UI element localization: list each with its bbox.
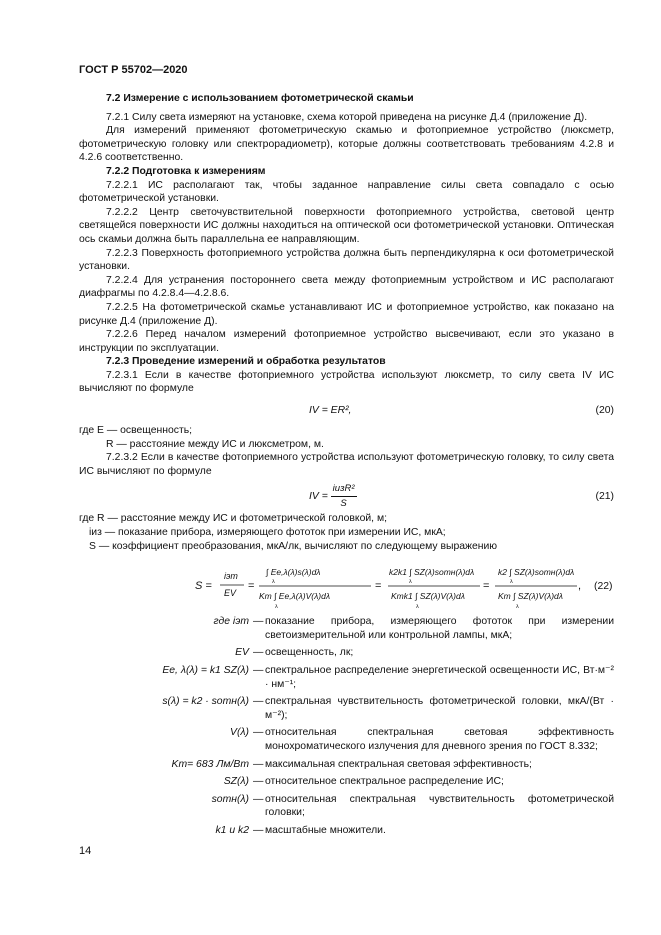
definition-symbol: Ee, λ(λ) = k1 SZ(λ) (162, 665, 249, 676)
eq22-eq-1: = (248, 580, 255, 593)
definition-text: спектральное распределение энергетической освещенности ИС, Вт·м⁻² · нм⁻¹; (265, 665, 614, 690)
eq22-f4-den: Km ∫ SZ(λ)V(λ)dλ (498, 591, 563, 602)
definition-symbol: SZ(λ) (223, 776, 249, 788)
equation-22-svg (79, 559, 614, 611)
definition-text: максимальная спектральная световая эффективность; (265, 758, 532, 770)
equation-21-numerator: iизR² (331, 482, 357, 497)
definition-symbol: sотн(λ) (211, 793, 249, 805)
definition-text: относительная спектральная световая эффективность монохроматического излучения для дневного зрения по ГОСТ 8.332; (265, 727, 614, 752)
definition-symbol: k1 и k2 (215, 824, 249, 836)
subsection-title: 7.2.3 Проведение измерений и обработка результатов (106, 356, 386, 368)
definition-text: масштабные множители. (265, 824, 386, 836)
definition-dash: — (253, 647, 264, 659)
page-number: 14 (79, 845, 92, 857)
eq22-f3-num: k2k1 ∫ SZ(λ)sотн(λ)dλ (389, 567, 475, 578)
definition-symbol: где iэт (213, 616, 249, 628)
equation-21-fraction (331, 482, 357, 510)
subsection-title: 7.2.2 Подготовка к измерениям (106, 165, 266, 177)
paragraph: 7.2.3.2 Если в качестве фотоприемного устройства используют фотометрическую головку, то силу света ИС вычисляют по формуле (79, 452, 614, 477)
paragraph: 7.2.2.6 Перед началом измерений фотоприемное устройство высвечивают, если это указано в инструкции по эксплуатации. (79, 329, 614, 354)
paragraph: Для измерений применяют фотометрическую скамью и фотоприемное устройство (люксметр, фотометрическую головку или спектрорадиометр), которые должны соответствовать требованиям 4.2.8 и 4.2.6 соответственно. (79, 125, 614, 164)
eq22-f3-num-lambda: λ (409, 579, 412, 586)
where-line: R — расстояние между ИС и люксметром, м. (106, 438, 324, 450)
section-title: 7.2 Измерение с использованием фотометрической скамьи (106, 93, 414, 104)
definition-text: относительное спектральное распределение ИС; (265, 776, 504, 788)
eq22-f4-num-lambda: λ (510, 579, 513, 586)
equation-21 (79, 478, 614, 512)
definition-dash: — (253, 758, 264, 770)
equation-22 (79, 559, 614, 611)
where-line: iиз — показание прибора, измеряющего фототок при измерении ИС, мкА; (89, 527, 446, 539)
definition-text: освещенность, лк; (265, 647, 354, 659)
equation-20 (79, 396, 614, 424)
eq22-f2-den: Km ∫ Ee,λ(λ)V(λ)dλ (259, 591, 331, 602)
where-line: где E — освещенность; (79, 425, 193, 437)
equation-21-body (309, 482, 357, 510)
eq22-lhs: S = (195, 580, 212, 593)
equation-21-number: (21) (595, 491, 614, 503)
eq22-eq-2: = (375, 580, 382, 593)
definition-symbol: EV (235, 647, 249, 659)
definition-row (79, 695, 614, 722)
definition-symbol: V(λ) (230, 727, 249, 739)
eq22-f1-den: EV (224, 588, 237, 599)
definition-row (79, 758, 614, 772)
equation-21-denominator: S (340, 498, 347, 510)
definition-row (79, 615, 614, 642)
eq22-f2-num-lambda: λ (272, 579, 275, 586)
definition-dash: — (253, 776, 264, 788)
eq22-tail: , (578, 580, 582, 593)
definition-dash: — (253, 727, 264, 739)
paragraph: 7.2.2.3 Поверхность фотоприемного устройства должна быть перпендикулярна к оси фотометрической установки. (79, 247, 614, 273)
equation-20-number: (20) (595, 405, 614, 417)
definition-text: спектральная чувствительность фотометрической головки, мкА/(Вт · м⁻²); (265, 696, 614, 721)
equation-21-lhs: IV = (309, 491, 328, 503)
definition-dash: — (253, 824, 264, 836)
definition-row (79, 646, 614, 660)
definitions-list (79, 615, 614, 837)
eq22-f3-den: Kmk1 ∫ SZ(λ)V(λ)dλ (391, 591, 465, 602)
definition-row (79, 726, 614, 753)
definition-text: показание прибора, измеряющего фототок при измерении светоизмерительной или контрольной лампы, мкА; (265, 616, 614, 641)
definition-dash: — (253, 616, 264, 628)
where-line: S — коэффициент преобразования, мкА/лк, вычисляют по следующему выражению (89, 540, 498, 552)
definition-text: относительная спектральная чувствительность фотометрической головки; (265, 793, 614, 819)
equation-22-number: (22) (594, 581, 613, 593)
eq22-f2-den-lambda: λ (275, 604, 278, 611)
document-header: ГОСТ Р 55702—2020 (79, 64, 188, 76)
eq22-eq-3: = (483, 580, 490, 593)
equation-20-body: IV = ER², (309, 405, 352, 417)
paragraph: 7.2.2.5 На фотометрической скамье устанавливают ИС и фотоприемное устройство, как показано на рисунке Д.4 (приложение Д). (79, 301, 614, 327)
paragraph: 7.2.3.1 Если в качестве фотоприемного устройства используют люксметр, то силу света IV ИС вычисляют по формуле (79, 369, 614, 395)
definition-symbol: s(λ) = k2 · sотн(λ) (162, 696, 249, 708)
eq22-f3-den-lambda: λ (416, 604, 419, 611)
definition-row (79, 775, 614, 789)
where-line: где R — расстояние между ИС и фотометрической головкой, м; (79, 513, 387, 525)
paragraph: 7.2.2.2 Центр светочувствительной поверхности фотоприемного устройства, световой центр светящейся поверхности ИС должны находиться на оптической оси фотометрической установки. Оптическая ось скамьи должна быть параллельна ее направляющим. (79, 206, 614, 245)
definition-symbol: Km= 683 Лм/Вт (171, 758, 249, 770)
definition-row (79, 824, 614, 838)
eq22-f4-num: k2 ∫ SZ(λ)sотн(λ)dλ (498, 567, 575, 578)
definition-dash: — (253, 665, 264, 676)
paragraph: 7.2.2.1 ИС располагают так, чтобы заданное направление силы света совпадало с осью фотометрической установки. (79, 179, 614, 205)
definition-row (79, 664, 614, 691)
paragraph: 7.2.1 Силу света измеряют на установке, схема которой приведена на рисунке Д.4 (приложение Д). (106, 111, 588, 123)
eq22-f2-num: ∫ Ee,λ(λ)s(λ)dλ (266, 567, 321, 578)
document-body (79, 92, 614, 842)
definition-row (79, 793, 614, 820)
definition-dash: — (253, 696, 264, 708)
definition-dash: — (253, 793, 264, 805)
eq22-f4-den-lambda: λ (516, 604, 519, 611)
eq22-f1-num: iэт (224, 571, 238, 582)
paragraph: 7.2.2.4 Для устранения постороннего света между фотоприемным устройством и ИС располагают диафрагмы по 4.2.8.4—4.2.8.6. (79, 274, 614, 300)
